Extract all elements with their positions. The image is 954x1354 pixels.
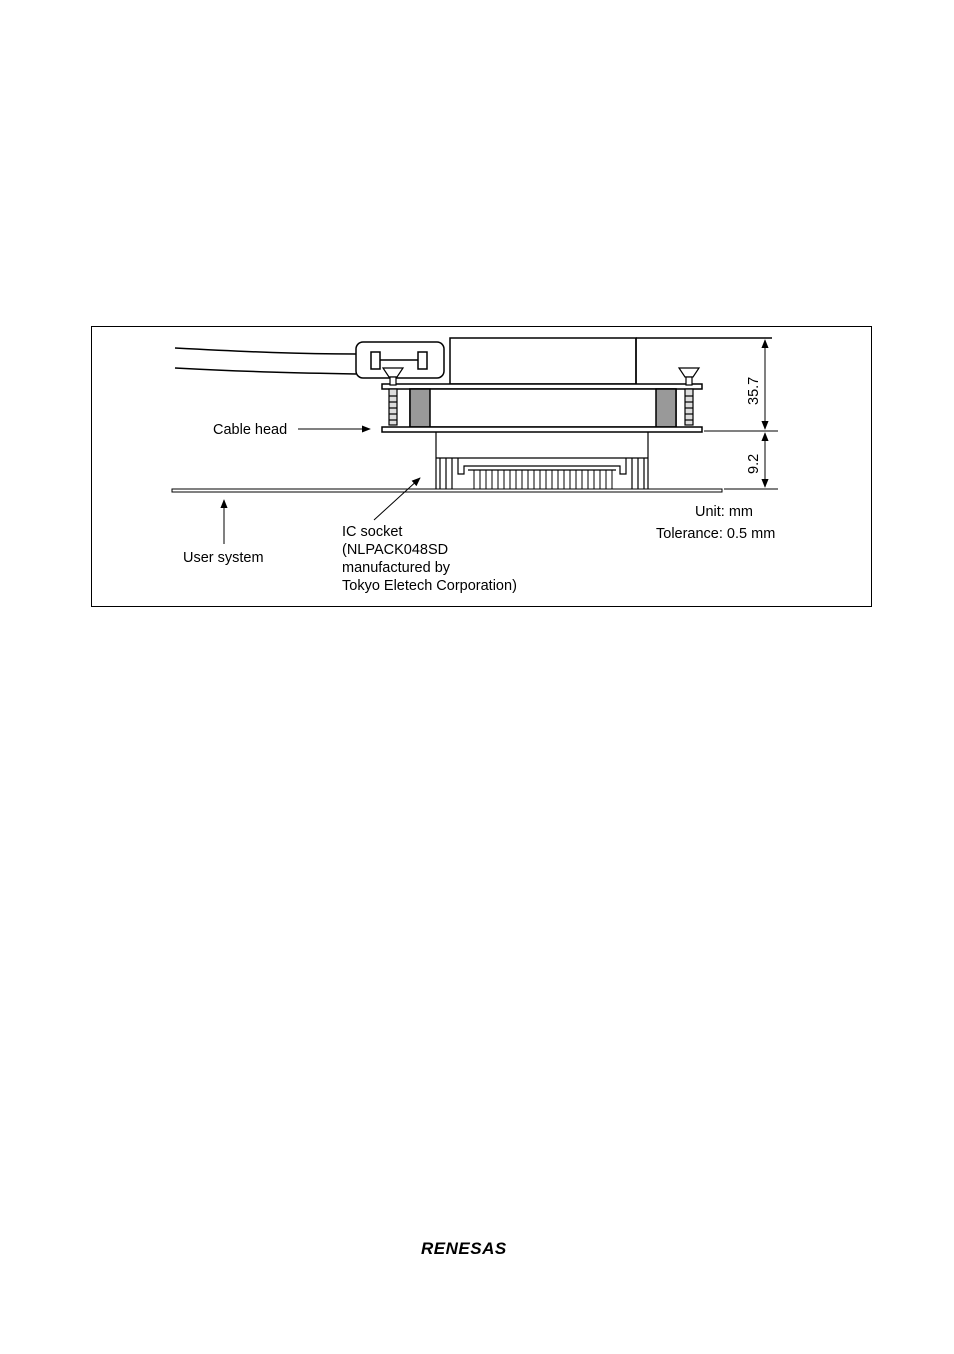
dimension-35-7: 35.7 — [746, 376, 762, 405]
renesas-logo: RENESAS — [421, 1239, 507, 1258]
cable — [175, 348, 356, 374]
socket-pins — [474, 470, 612, 490]
screw-right — [679, 368, 699, 425]
ic-socket-label-2: (NLPACK048SD — [342, 542, 449, 558]
user-system-board — [172, 489, 722, 492]
ic-socket-label-4: Tokyo Eletech Corporation) — [342, 578, 517, 594]
cable-head-plate — [382, 427, 702, 432]
dimension-9-2: 9.2 — [746, 453, 762, 474]
tolerance-label: Tolerance: 0.5 mm — [656, 526, 776, 542]
cable-head-label: Cable head — [213, 422, 288, 438]
ic-socket-label-3: manufactured by — [342, 560, 451, 576]
unit-label: Unit: mm — [695, 504, 753, 520]
ic-socket-label-1: IC socket — [342, 524, 403, 540]
user-system-label: User system — [183, 550, 264, 566]
ic-socket — [436, 432, 648, 490]
dimension-lines — [704, 340, 778, 489]
ic-socket-arrow — [374, 478, 420, 520]
